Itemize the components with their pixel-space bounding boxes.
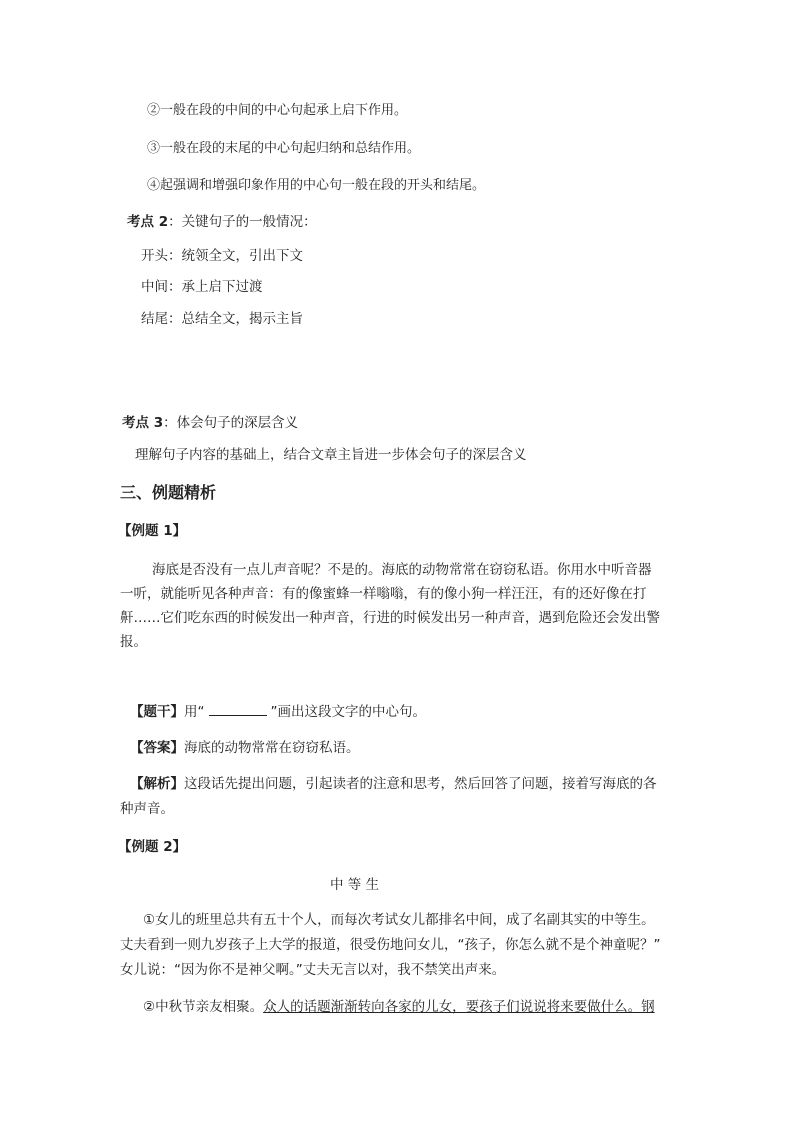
example1-passage-line: 报。 [120, 634, 147, 650]
point3-title: ：体会句子的深层含义 [163, 415, 299, 431]
point2-label: 考点 2 [127, 214, 169, 230]
para2-underlined: 众人的话题渐渐转向各家的儿女，要孩子们说说将来要做什么。钢 [263, 999, 655, 1015]
point3-heading [122, 415, 298, 431]
point3-body: 理解句子内容的基础上，结合文章主旨进一步体会句子的深层含义 [135, 447, 527, 463]
answer-label: 【答案】 [130, 740, 184, 756]
answer-text: 海底的动物常常在窃窃私语。 [184, 740, 360, 756]
point2-item-start: 开头：统领全文，引出下文 [141, 248, 303, 264]
example1-label: 【例题 1】 [118, 523, 187, 539]
point3-label: 考点 3 [122, 415, 164, 431]
point2-heading [127, 214, 317, 230]
example2-para2 [143, 999, 655, 1015]
answer-blank [209, 704, 267, 716]
example1-analysis [130, 776, 657, 792]
example2-para1-line: ①女儿的班里总共有五十个人，而每次考试女儿都排名中间，成了名副其实的中等生。 [143, 912, 655, 928]
analysis-label: 【解析】 [130, 776, 184, 792]
example2-label: 【例题 2】 [118, 839, 187, 855]
point2-item-end: 结尾：总结全文，揭示主旨 [141, 311, 303, 327]
example1-passage-line: 一听，就能听见各种声音：有的像蜜蜂一样嗡嗡，有的像小狗一样汪汪，有的还好像在打 [120, 586, 647, 602]
analysis-line: 种声音。 [120, 801, 174, 817]
stem-suffix: ”画出这段文字的中心句。 [270, 704, 426, 720]
example2-title: 中 等 生 [330, 877, 380, 893]
para2-start: ②中秋节亲友相聚。 [143, 999, 264, 1015]
stem-prefix: 用“ [184, 704, 205, 720]
point2-item-middle: 中间：承上启下过渡 [141, 279, 263, 295]
example1-answer [130, 740, 360, 756]
example2-para1-line: 丈夫看到一则九岁孩子上大学的报道，很受伤地问女儿，“孩子，你怎么就不是个神童呢？” [120, 937, 661, 953]
intro-item-2: ②一般在段的中间的中心句起承上启下作用。 [147, 103, 408, 118]
stem-label: 【题干】 [130, 704, 184, 720]
example2-para1-line: 女儿说：“因为你不是神父啊。”丈夫无言以对，我不禁笑出声来。 [120, 962, 506, 978]
example1-passage-line: 鼾……它们吃东西的时候发出一种声音，行进的时候发出另一种声音，遇到危险还会发出警 [120, 610, 660, 626]
intro-item-4: ④起强调和增强印象作用的中心句一般在段的开头和结尾。 [147, 178, 486, 193]
analysis-line: 这段话先提出问题，引起读者的注意和思考，然后回答了问题，接着写海底的各 [184, 776, 657, 792]
point2-title: ：关键句子的一般情况： [168, 214, 317, 230]
section3-heading: 三、例题精析 [120, 483, 217, 502]
example1-passage-line: 海底是否没有一点儿声音呢？不是的。海底的动物常常在窃窃私语。你用水中听音器 [152, 562, 652, 578]
intro-item-3: ③一般在段的末尾的中心句起归纳和总结作用。 [147, 141, 421, 156]
example1-stem [130, 704, 426, 720]
